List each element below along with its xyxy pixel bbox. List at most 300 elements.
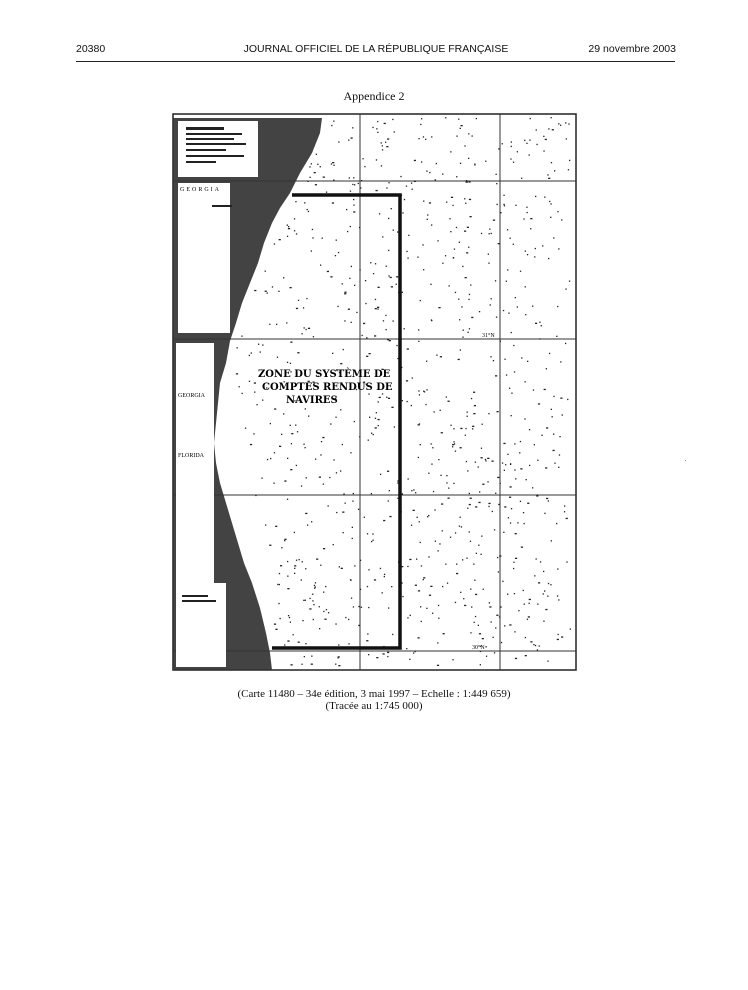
sounding-dot [352, 184, 353, 185]
sounding-dot [250, 444, 252, 445]
sounding-dot [311, 163, 312, 164]
sounding-dot [505, 464, 506, 465]
sounding-dot [423, 201, 424, 202]
sounding-dot [476, 553, 477, 554]
sounding-dot [474, 580, 475, 581]
sounding-dot [543, 150, 544, 151]
sounding-dot [569, 281, 570, 282]
sounding-dot [287, 561, 288, 562]
sounding-dot [365, 303, 366, 304]
sounding-dot [527, 254, 528, 255]
sounding-dot [452, 659, 453, 660]
sounding-dot [311, 250, 312, 251]
sounding-dot [367, 633, 368, 634]
sounding-dot [543, 593, 544, 594]
sounding-dot [304, 327, 305, 328]
sounding-dot [348, 619, 349, 620]
sounding-dot [534, 444, 535, 445]
sounding-dot [491, 233, 492, 234]
sounding-dot [494, 652, 495, 653]
sounding-dot [426, 361, 427, 362]
sounding-dot [504, 205, 505, 206]
sounding-dot [280, 618, 281, 619]
sounding-dot [353, 205, 354, 206]
sounding-dot [487, 481, 488, 482]
sounding-dot [332, 162, 334, 163]
sounding-dot [360, 589, 361, 590]
sounding-dot [306, 298, 307, 299]
sounding-dot [411, 183, 412, 184]
sounding-dot [507, 229, 508, 230]
sounding-dot [294, 573, 295, 574]
sounding-dot [548, 583, 549, 584]
sounding-dot [515, 205, 516, 206]
sounding-dot [546, 498, 548, 499]
sounding-dot [409, 659, 410, 660]
sounding-dot [556, 336, 557, 337]
sounding-dot [387, 138, 389, 139]
sounding-dot [388, 398, 390, 399]
sounding-dot [313, 336, 314, 337]
sounding-dot [436, 355, 437, 356]
sounding-dot [253, 433, 254, 434]
sounding-dot [376, 412, 377, 413]
sounding-dot [342, 512, 344, 513]
sounding-dot [298, 300, 299, 301]
sounding-dot [322, 437, 324, 438]
sounding-dot [453, 428, 454, 429]
sounding-dot [498, 504, 499, 505]
sounding-dot [310, 177, 311, 178]
sounding-dot [270, 423, 271, 424]
sounding-dot [529, 429, 530, 430]
sounding-dot [339, 566, 340, 567]
sounding-dot [435, 179, 436, 180]
sounding-dot [510, 464, 511, 465]
sounding-dot [411, 490, 412, 491]
sounding-dot [567, 399, 568, 400]
sounding-dot [269, 324, 270, 325]
sounding-dot [568, 169, 569, 170]
sounding-dot [237, 347, 238, 348]
sounding-dot [527, 212, 528, 213]
sounding-dot [287, 225, 288, 226]
sounding-dot [443, 633, 444, 634]
sounding-dot [366, 356, 368, 357]
sounding-dot [320, 265, 321, 266]
sounding-dot [388, 218, 389, 219]
sounding-dot [551, 117, 552, 118]
sounding-dot [530, 218, 532, 219]
sounding-dot [345, 503, 346, 504]
sounding-dot [340, 409, 341, 410]
sounding-dot [364, 166, 365, 167]
sounding-dot [434, 411, 435, 412]
sounding-dot [423, 579, 424, 580]
sounding-dot [460, 517, 461, 518]
sounding-dot [276, 324, 277, 325]
sounding-dot [427, 516, 428, 517]
sounding-dot [346, 209, 347, 210]
sounding-dot [513, 162, 514, 163]
sounding-dot [502, 581, 503, 582]
sounding-dot [422, 244, 423, 245]
sounding-dot [379, 213, 380, 214]
sounding-dot [547, 174, 548, 175]
sounding-dot [463, 598, 464, 599]
sounding-dot [391, 286, 393, 287]
sounding-dot [459, 242, 460, 243]
sounding-dot [358, 625, 360, 626]
sounding-dot [436, 163, 437, 164]
sounding-dot [536, 558, 537, 559]
sounding-dot [506, 374, 507, 375]
sounding-dot [406, 648, 407, 649]
sounding-dot [513, 562, 514, 563]
sounding-dot [500, 606, 501, 607]
sounding-dot [344, 292, 346, 293]
sounding-dot [510, 486, 512, 487]
sounding-dot [278, 603, 279, 604]
sounding-dot [407, 348, 409, 349]
sounding-dot [255, 495, 256, 496]
sounding-dot [525, 655, 527, 656]
sounding-dot [536, 129, 537, 130]
sounding-dot [378, 287, 380, 288]
sounding-dot [514, 371, 515, 372]
sounding-dot [493, 360, 494, 361]
sounding-dot [533, 389, 534, 390]
sounding-dot [392, 119, 393, 120]
sounding-dot [537, 494, 538, 495]
sounding-dot [347, 231, 348, 232]
sounding-dot [254, 290, 256, 291]
sounding-dot [294, 568, 295, 569]
sounding-dot [348, 140, 349, 141]
sounding-dot [332, 353, 333, 354]
sounding-dot [284, 480, 286, 481]
sounding-dot [526, 207, 527, 208]
sounding-dot [554, 463, 555, 464]
sounding-dot [497, 557, 498, 558]
sounding-dot [460, 428, 462, 429]
sounding-dot [486, 656, 487, 657]
sounding-dot [275, 629, 277, 630]
sounding-dot [254, 382, 256, 383]
sounding-dot [385, 142, 386, 143]
sounding-dot [380, 568, 381, 569]
sounding-dot [432, 613, 433, 614]
sounding-dot [557, 211, 558, 212]
sounding-dot [344, 320, 345, 321]
sounding-dot [532, 306, 533, 307]
sounding-dot [291, 664, 293, 665]
sounding-dot [518, 610, 519, 611]
sounding-dot [489, 602, 490, 603]
sounding-dot [426, 389, 427, 390]
sounding-dot [335, 417, 336, 418]
sounding-dot [352, 538, 353, 539]
sounding-dot [291, 443, 292, 444]
sounding-dot [482, 424, 483, 425]
sounding-dot [296, 560, 297, 561]
sounding-dot [408, 478, 409, 479]
sounding-dot [290, 622, 291, 623]
sounding-dot [453, 441, 454, 442]
sounding-dot [352, 501, 353, 502]
sounding-dot [469, 531, 470, 532]
state-label-georgia: GEORGIA [178, 393, 205, 399]
sounding-dot [445, 255, 446, 256]
sounding-dot [386, 397, 387, 398]
sounding-dot [550, 203, 551, 204]
sounding-dot [550, 217, 551, 218]
sounding-dot [284, 540, 285, 541]
sounding-dot [473, 392, 475, 393]
sounding-dot [338, 141, 339, 142]
sounding-dot [534, 256, 535, 257]
sounding-dot [473, 413, 475, 414]
sounding-dot [331, 125, 332, 126]
sounding-dot [388, 500, 389, 501]
sounding-dot [421, 621, 422, 622]
sounding-dot [369, 353, 371, 354]
sounding-dot [333, 165, 334, 166]
sounding-dot [409, 559, 411, 560]
sounding-dot [428, 515, 429, 516]
sounding-dot [551, 162, 552, 163]
sounding-dot [412, 189, 413, 190]
sounding-dot [327, 271, 329, 272]
sounding-dot [541, 435, 542, 436]
sounding-dot [523, 590, 524, 591]
sounding-dot [453, 483, 454, 484]
sounding-dot [328, 505, 329, 506]
sounding-dot [520, 468, 522, 469]
sounding-dot [354, 565, 355, 566]
sounding-dot [329, 477, 330, 478]
sounding-dot [488, 413, 489, 414]
sounding-dot [407, 566, 408, 567]
sounding-dot [379, 397, 381, 398]
page-number: 20380 [76, 43, 106, 55]
sounding-dot [314, 172, 316, 173]
sounding-dot [510, 522, 511, 523]
sounding-dot [542, 245, 543, 246]
sounding-dot [322, 238, 323, 239]
sounding-dot [487, 458, 489, 459]
sounding-dot [304, 202, 305, 203]
sounding-dot [404, 328, 405, 329]
sounding-dot [558, 467, 559, 468]
sounding-dot [529, 140, 530, 141]
sounding-dot [566, 561, 567, 562]
sounding-dot [295, 425, 296, 426]
sounding-dot [305, 447, 306, 448]
sounding-dot [565, 122, 566, 123]
sounding-dot [320, 454, 321, 455]
sounding-dot [298, 642, 300, 643]
sounding-dot [368, 393, 369, 394]
sounding-dot [351, 137, 353, 138]
sounding-dot [309, 608, 311, 609]
sounding-dot [382, 236, 383, 237]
sounding-dot [513, 345, 514, 346]
sounding-dot [370, 262, 371, 263]
sounding-dot [316, 559, 318, 560]
sounding-dot [350, 191, 351, 192]
sounding-dot [353, 211, 355, 212]
sounding-dot [467, 416, 468, 417]
sounding-dot [461, 306, 462, 307]
sounding-dot [489, 233, 490, 234]
header-rule [76, 61, 675, 62]
sounding-dot [383, 320, 384, 321]
sounding-dot [377, 308, 378, 309]
sounding-dot [460, 128, 461, 129]
sounding-dot [302, 561, 303, 562]
chart-caption-line-2: (Tracée au 1:745 000) [325, 700, 423, 712]
sounding-dot [535, 248, 536, 249]
sounding-dot [427, 214, 428, 215]
sounding-dot [521, 547, 523, 548]
journal-title: JOURNAL OFFICIEL DE LA RÉPUBLIQUE FRANÇAISE [243, 43, 509, 55]
sounding-dot [545, 139, 547, 140]
sounding-dot [413, 652, 414, 653]
sounding-dot [498, 148, 499, 149]
sounding-dot [537, 649, 538, 650]
sounding-dot [260, 351, 261, 352]
sounding-dot [371, 493, 372, 494]
sounding-dot [544, 197, 545, 198]
sounding-dot [411, 405, 412, 406]
sounding-dot [420, 124, 421, 125]
sounding-dot [489, 606, 491, 607]
sounding-dot [569, 160, 570, 161]
sounding-dot [438, 618, 439, 619]
sounding-dot [340, 470, 341, 471]
sounding-dot [420, 542, 421, 543]
sounding-dot [481, 448, 482, 449]
sounding-dot [406, 251, 407, 252]
sounding-dot [442, 174, 443, 175]
sounding-dot [480, 664, 481, 665]
sounding-dot [374, 335, 376, 336]
sounding-dot [506, 281, 507, 282]
sounding-dot [503, 310, 504, 311]
sounding-dot [475, 462, 476, 463]
sounding-dot [525, 286, 526, 287]
sounding-dot [560, 398, 562, 399]
sounding-dot [381, 165, 382, 166]
sounding-dot [305, 600, 306, 601]
sounding-dot [472, 135, 473, 136]
sounding-dot [568, 123, 569, 124]
sounding-dot [415, 651, 416, 652]
sounding-dot [467, 470, 468, 471]
land-area-lower [176, 343, 214, 583]
sounding-dot [453, 257, 454, 258]
sounding-dot [389, 340, 391, 341]
sounding-dot [377, 132, 378, 133]
zone-label-line-1: ZONE DU SYSTÈME DE [258, 369, 391, 380]
sounding-dot [438, 550, 439, 551]
sounding-dot [471, 317, 473, 318]
sounding-dot [530, 228, 531, 229]
sounding-dot [566, 518, 568, 519]
sounding-dot [528, 616, 530, 617]
sounding-dot [458, 119, 459, 120]
sounding-dot [561, 219, 562, 220]
sounding-dot [343, 532, 344, 533]
sounding-dot [367, 586, 368, 587]
sounding-dot [294, 218, 295, 219]
sounding-dot [564, 505, 565, 506]
sounding-dot [468, 133, 469, 134]
sounding-dot [535, 323, 537, 324]
sounding-dot [437, 642, 438, 643]
sounding-dot [570, 629, 571, 630]
sounding-dot [511, 393, 512, 394]
sounding-dot [288, 615, 289, 616]
sounding-dot [541, 325, 542, 326]
sounding-dot [449, 218, 450, 219]
sounding-dot [525, 251, 526, 252]
sounding-dot [476, 118, 477, 119]
sounding-dot [495, 375, 497, 376]
sounding-dot [478, 545, 479, 546]
sounding-dot [382, 592, 383, 593]
sounding-dot [502, 462, 503, 463]
sounding-dot [269, 545, 271, 546]
sounding-dot [421, 565, 422, 566]
sounding-dot [548, 500, 549, 501]
sounding-dot [378, 425, 379, 426]
sounding-dot [336, 240, 337, 241]
sounding-dot [413, 489, 414, 490]
sounding-dot [511, 141, 512, 142]
sounding-dot [333, 459, 334, 460]
sounding-dot [375, 263, 376, 264]
sounding-dot [448, 488, 449, 489]
sounding-dot [380, 474, 381, 475]
state-label-georgia-top: GEORGIA [180, 187, 221, 193]
sounding-dot [511, 146, 512, 147]
sounding-dot [456, 227, 457, 228]
sounding-dot [500, 483, 501, 484]
sounding-dot [510, 158, 511, 159]
sounding-dot [283, 277, 284, 278]
sounding-dot [376, 128, 377, 129]
sounding-dot [360, 560, 361, 561]
sounding-dot [333, 121, 334, 122]
sounding-dot [376, 159, 377, 160]
sounding-dot [417, 257, 418, 258]
sounding-dot [495, 280, 496, 281]
sounding-dot [540, 561, 541, 562]
sounding-dot [525, 381, 526, 382]
sounding-dot [517, 522, 518, 523]
sounding-dot [446, 482, 447, 483]
sounding-dot [294, 532, 295, 533]
sounding-dot [503, 195, 504, 196]
sounding-dot [440, 410, 441, 411]
sounding-dot [508, 313, 509, 314]
sounding-dot [375, 427, 377, 428]
sounding-dot [350, 226, 351, 227]
sounding-dot [458, 299, 459, 300]
sounding-dot [303, 307, 304, 308]
